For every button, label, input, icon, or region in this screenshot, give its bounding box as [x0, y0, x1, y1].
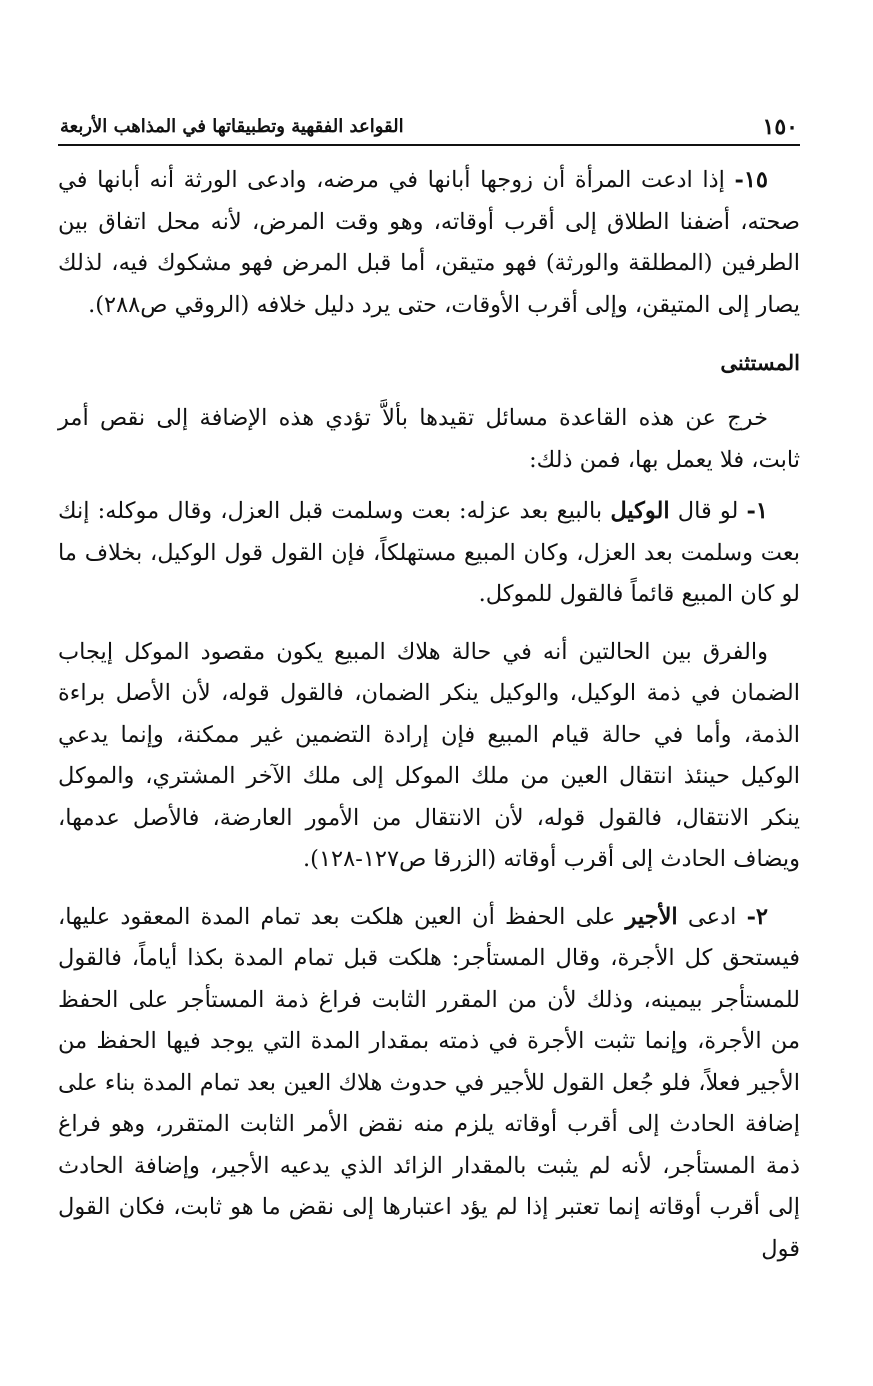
paragraph-item-2	[58, 897, 800, 1271]
item-number: ١-	[746, 498, 768, 524]
section-heading-exception: المستثنى	[720, 350, 800, 375]
page-number: ١٥٠	[762, 114, 798, 140]
running-header-title: القواعد الفقهية وتطبيقاتها في المذاهب الأربعة	[60, 116, 404, 137]
paragraph-intro: خرج عن هذه القاعدة مسائل تقيدها بألاَّ تؤدي هذه الإضافة إلى نقص أمر ثابت، فلا يعمل بها، فمن ذلك:	[58, 405, 800, 473]
paragraph-text: إذا ادعت المرأة أن زوجها أبانها في مرضه، وادعى الورثة أنه أبانها في صحته، أضفنا الطلاق إلى أقرب أوقاته، وهو وقت المرض، لأنه محل اتفاق بين الطرفين (المطلقة والورثة) فهو متيقن، أما قبل المرض فهو مشكوك فيه، لذلك يصار إلى المتيقن، وإلى أقرب الأوقات، حتى يرد دليل خلافه (الروقي ص٢٨٨).	[58, 167, 800, 318]
body-text	[58, 160, 800, 1270]
paragraph-item-15	[58, 160, 800, 326]
running-header	[58, 100, 800, 146]
paragraph-text-before: ادعى	[677, 903, 747, 930]
paragraph-text-after: بالبيع بعد عزله: بعت وسلمت قبل العزل، وقال موكله: إنك بعت وسلمت بعد العزل، وكان المبيع مستهلكاً، فإن القول قول الوكيل، بخلاف ما لو كان المبيع قائماً فالقول للموكل.	[58, 498, 800, 607]
paragraph-text-before: لو قال	[669, 498, 747, 524]
item-number: ٢-	[746, 903, 768, 930]
book-page	[58, 100, 800, 1350]
paragraph-text-after: على الحفظ أن العين هلكت بعد تمام المدة المعقود عليها، فيستحق كل الأجرة، وقال المستأجر: هلكت قبل تمام المدة بكذا أياماً، فالقول للمستأجر بيمينه، وذلك لأن من المقرر الثابت فراغ ذمة المستأجر على الحفظ من الأجرة، وإنما تثبت الأجرة في ذمته بمقدار المدة التي يوجد فيها الحفظ من الأجير فعلاً، فلو جُعل القول للأجير في حدوث هلاك العين بعد تمام المدة بناء على إضافة الحادث إلى أقرب أوقاته يلزم منه نقض الأمر الثابت المتقرر، وهو فراغ ذمة المستأجر، لأنه لم يثبت بالمقدار الزائد الذي يدعيه الأجير، وإضافة الحادث إلى أقرب أوقاته إنما تعتبر إذا لم يؤد اعتبارها إلى نقض ما هو ثابت، فكان القول قول	[58, 903, 800, 1262]
item-number: ١٥-	[734, 167, 768, 193]
paragraph-difference: والفرق بين الحالتين أنه في حالة هلاك المبيع يكون مقصود الموكل إيجاب الضمان في ذمة الوكيل، والوكيل ينكر الضمان، فالقول قوله، لأن الأصل براءة الذمة، وأما في حالة قيام المبيع فإن إرادة التضمين غير ممكنة، وإنما يدعي الوكيل حينئذ انتقال العين من ملك الموكل إلى ملك الآخر المشتري، والموكل ينكر الانتقال، فالقول قوله، لأن الانتقال من الأمور العارضة، فالأصل عدمها، ويضاف الحادث إلى أقرب أوقاته (الزرقا ص١٢٧-١٢٨).	[58, 638, 800, 872]
emphasized-term: الأجير	[625, 903, 678, 930]
emphasized-term: الوكيل	[610, 498, 670, 524]
paragraph-item-1	[58, 491, 800, 616]
